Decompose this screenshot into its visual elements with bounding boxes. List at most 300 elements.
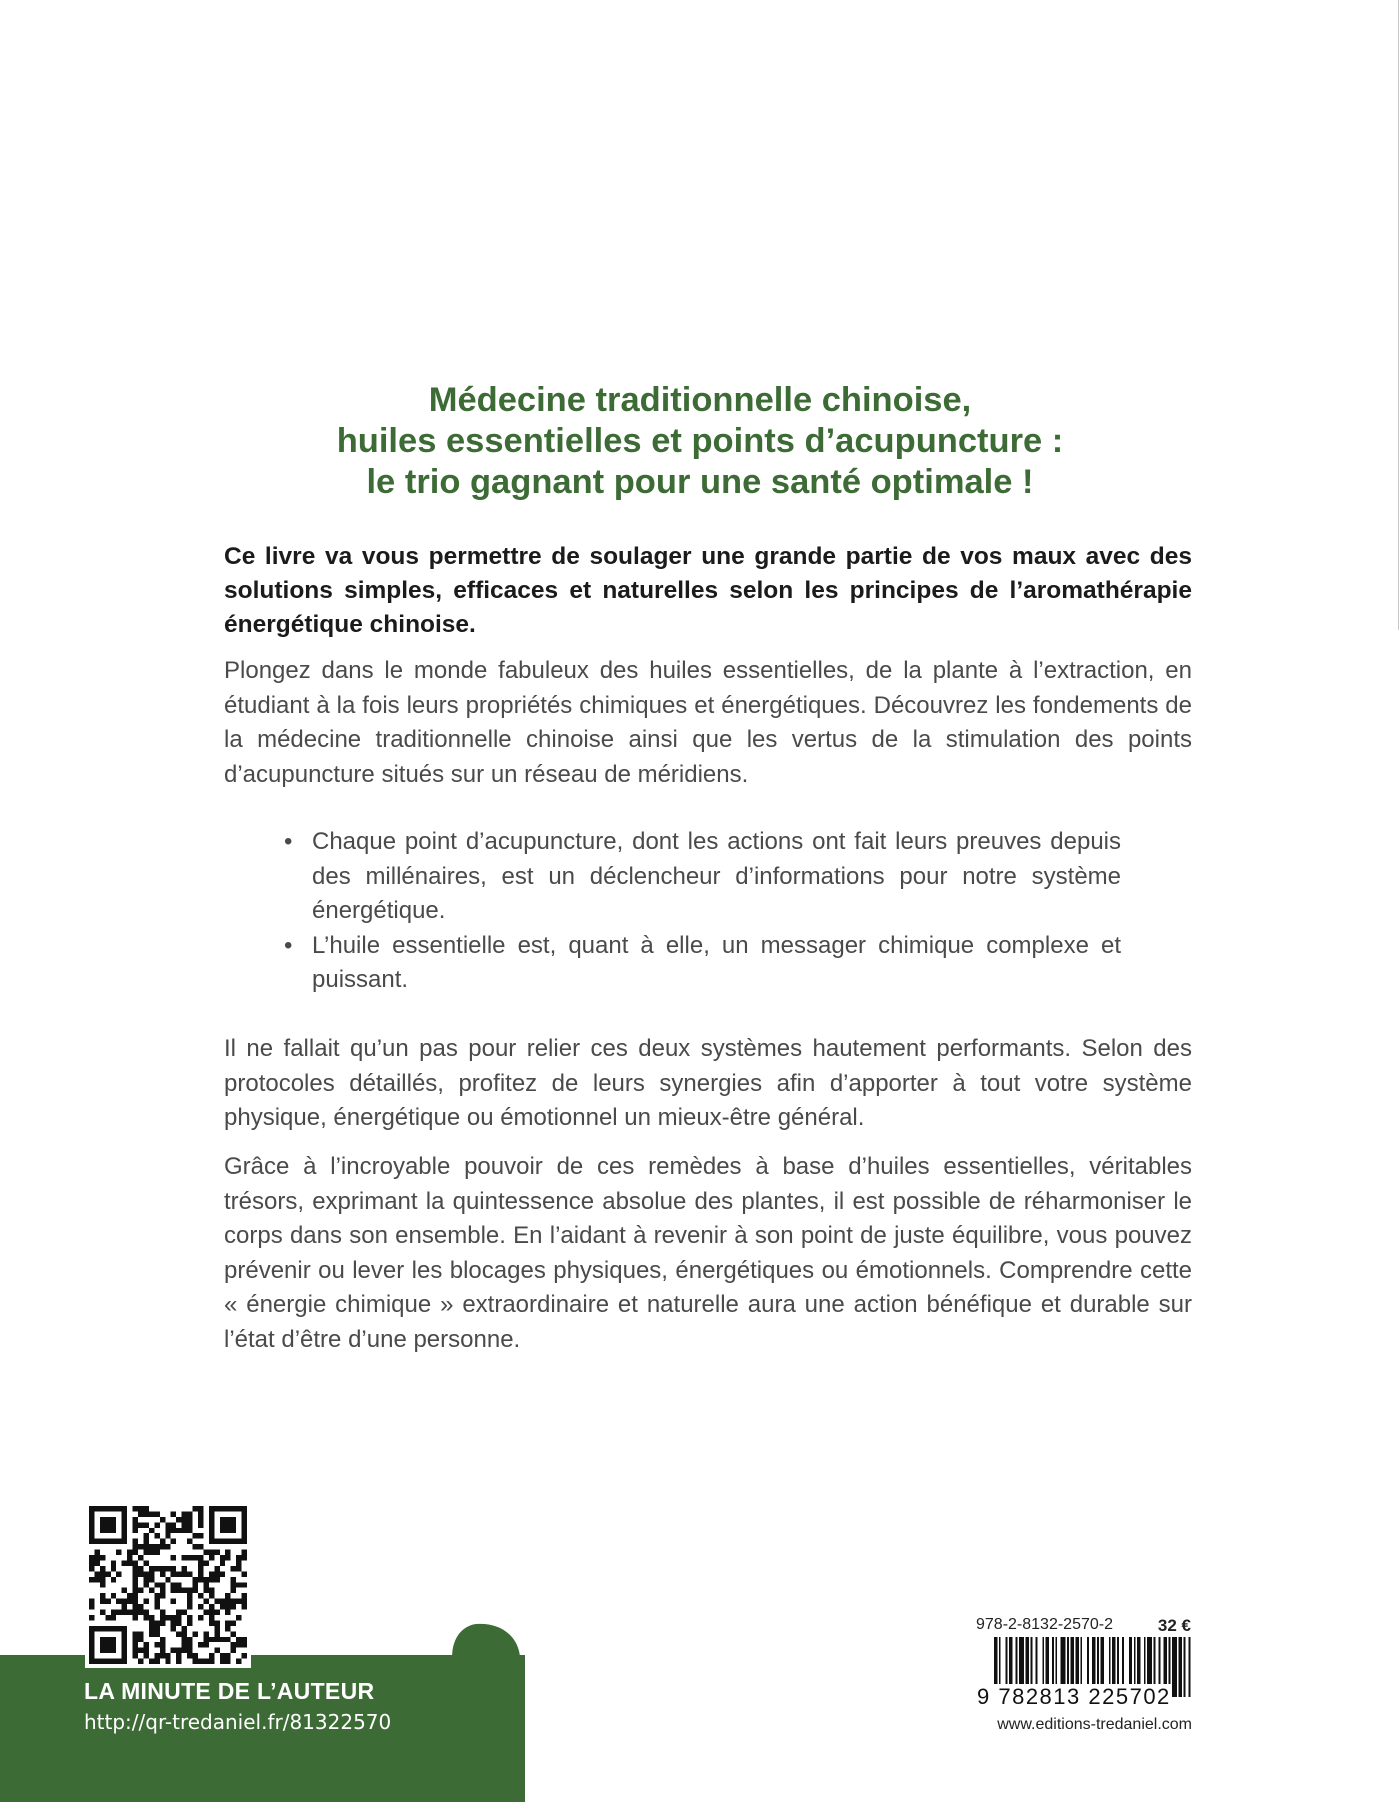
qr-module (193, 1544, 198, 1549)
qr-module (138, 1555, 143, 1560)
qr-module (116, 1599, 121, 1604)
qr-module (231, 1577, 236, 1582)
qr-module (231, 1620, 236, 1625)
qr-module (160, 1593, 165, 1598)
qr-module (214, 1610, 219, 1615)
qr-module (193, 1577, 198, 1582)
qr-module (242, 1517, 247, 1522)
qr-module (220, 1528, 225, 1533)
qr-module (198, 1560, 203, 1565)
qr-module (176, 1620, 181, 1625)
qr-module (176, 1653, 181, 1658)
barcode-digits (976, 1684, 1192, 1710)
qr-module (133, 1653, 138, 1658)
qr-module (203, 1610, 208, 1615)
qr-module (182, 1588, 187, 1593)
qr-module (133, 1599, 138, 1604)
qr-module (100, 1659, 105, 1664)
qr-module (89, 1506, 94, 1511)
qr-module (133, 1550, 138, 1555)
qr-module (242, 1539, 247, 1544)
qr-module (242, 1637, 247, 1642)
page-edge-line (1398, 0, 1399, 630)
qr-module (105, 1659, 110, 1664)
qr-module (116, 1506, 121, 1511)
qr-module (225, 1610, 230, 1615)
qr-module (143, 1544, 148, 1549)
qr-module (225, 1659, 230, 1664)
qr-module (143, 1577, 148, 1582)
author-minute-link[interactable]: http://qr-tredaniel.fr/81322570 (84, 1710, 392, 1734)
qr-module (231, 1631, 236, 1636)
qr-module (187, 1637, 192, 1642)
qr-module (160, 1642, 165, 1647)
qr-module (193, 1588, 198, 1593)
qr-module (122, 1560, 127, 1565)
qr-module (122, 1528, 127, 1533)
qr-module (160, 1582, 165, 1587)
qr-module (198, 1511, 203, 1516)
qr-module (111, 1522, 116, 1527)
qr-module (225, 1593, 230, 1598)
qr-module (187, 1653, 192, 1658)
qr-module (231, 1588, 236, 1593)
qr-module (171, 1582, 176, 1587)
qr-module (133, 1642, 138, 1647)
qr-module (242, 1533, 247, 1538)
qr-module (143, 1506, 148, 1511)
qr-module (214, 1566, 219, 1571)
qr-module (182, 1642, 187, 1647)
qr-module (116, 1626, 121, 1631)
qr-module (242, 1555, 247, 1560)
qr-module (214, 1571, 219, 1576)
qr-module (236, 1560, 241, 1565)
qr-module (176, 1659, 181, 1664)
qr-module (133, 1566, 138, 1571)
qr-module (149, 1659, 154, 1664)
qr-module (176, 1588, 181, 1593)
qr-module (138, 1544, 143, 1549)
qr-module (165, 1566, 170, 1571)
qr-module (231, 1642, 236, 1647)
qr-module (133, 1528, 138, 1533)
qr-module (105, 1539, 110, 1544)
qr-module (143, 1550, 148, 1555)
qr-module (143, 1599, 148, 1604)
qr-module (160, 1637, 165, 1642)
qr-module (242, 1506, 247, 1511)
qr-module (203, 1577, 208, 1582)
qr-module (242, 1571, 247, 1576)
qr-module (89, 1522, 94, 1527)
qr-module (94, 1659, 99, 1664)
qr-module (242, 1593, 247, 1598)
qr-module (154, 1659, 159, 1664)
qr-module (127, 1593, 132, 1598)
qr-module (220, 1539, 225, 1544)
qr-module (149, 1620, 154, 1625)
qr-module (94, 1626, 99, 1631)
qr-module (160, 1653, 165, 1658)
qr-module (209, 1620, 214, 1625)
qr-module (89, 1659, 94, 1664)
qr-module (187, 1511, 192, 1516)
qr-module (242, 1642, 247, 1647)
qr-module (182, 1566, 187, 1571)
qr-module (242, 1522, 247, 1527)
qr-module (214, 1631, 219, 1636)
qr-module (111, 1517, 116, 1522)
qr-module (209, 1577, 214, 1582)
barcode-digits-text: 9 782813 225702 (977, 1684, 1171, 1709)
qr-module (209, 1550, 214, 1555)
qr-module (149, 1631, 154, 1636)
qr-module (122, 1659, 127, 1664)
qr-module (171, 1566, 176, 1571)
qr-module (143, 1653, 148, 1658)
qr-module (105, 1642, 110, 1647)
qr-module (122, 1522, 127, 1527)
qr-module (105, 1506, 110, 1511)
qr-module (154, 1626, 159, 1631)
qr-module (143, 1582, 148, 1587)
qr-module (182, 1555, 187, 1560)
qr-module (100, 1637, 105, 1642)
qr-module (89, 1653, 94, 1658)
qr-module (176, 1582, 181, 1587)
qr-module (122, 1653, 127, 1658)
qr-module (111, 1593, 116, 1598)
qr-module (133, 1571, 138, 1576)
qr-module (198, 1659, 203, 1664)
qr-module (105, 1615, 110, 1620)
bullet-item (284, 929, 1121, 998)
qr-module (105, 1571, 110, 1576)
qr-module (154, 1522, 159, 1527)
qr-module (89, 1566, 94, 1571)
qr-module (111, 1566, 116, 1571)
qr-module (89, 1637, 94, 1642)
qr-module (89, 1577, 94, 1582)
qr-module (149, 1571, 154, 1576)
qr-module (143, 1539, 148, 1544)
qr-module (165, 1544, 170, 1549)
qr-module (122, 1637, 127, 1642)
qr-module (111, 1648, 116, 1653)
qr-module (133, 1522, 138, 1527)
qr-module (193, 1582, 198, 1587)
qr-module (225, 1506, 230, 1511)
qr-module (187, 1642, 192, 1647)
qr-module (100, 1642, 105, 1647)
qr-module (193, 1653, 198, 1658)
qr-module (149, 1544, 154, 1549)
qr-module (171, 1648, 176, 1653)
qr-module (214, 1626, 219, 1631)
qr-module (171, 1528, 176, 1533)
qr-module (225, 1604, 230, 1609)
qr-module (198, 1533, 203, 1538)
qr-module (231, 1599, 236, 1604)
qr-module (220, 1522, 225, 1527)
qr-module (171, 1571, 176, 1576)
qr-module (236, 1642, 241, 1647)
qr-module (225, 1528, 230, 1533)
qr-module (165, 1528, 170, 1533)
qr-module (133, 1637, 138, 1642)
qr-module (187, 1555, 192, 1560)
qr-module (236, 1506, 241, 1511)
qr-module (203, 1599, 208, 1604)
qr-module (203, 1642, 208, 1647)
qr-module (242, 1653, 247, 1658)
qr-module (94, 1555, 99, 1560)
qr-module (209, 1528, 214, 1533)
qr-module (111, 1560, 116, 1565)
lead-paragraph: Ce livre va vous permettre de soulager une grande partie de vos maux avec des solutions simples, efficaces et naturelles selon les principes de l’aromathérapie énergétique chinoise. (224, 543, 1192, 638)
qr-module (154, 1653, 159, 1658)
qr-module (154, 1593, 159, 1598)
qr-module (127, 1555, 132, 1560)
qr-module (138, 1610, 143, 1615)
qr-module (133, 1560, 138, 1565)
qr-module (198, 1555, 203, 1560)
body-paragraph-1: Plongez dans le monde fabuleux des huiles essentielles, de la plante à l’extraction, en étudiant à la fois leurs propriétés chimiques et énergétiques. Découvrez les fondements de la médecine traditionnelle chinoise ainsi que les vertus de la stimulation des points d’acupuncture situés sur un réseau de méridiens. (224, 657, 1192, 788)
qr-module (187, 1648, 192, 1653)
qr-module (100, 1522, 105, 1527)
qr-module (100, 1599, 105, 1604)
qr-module (182, 1631, 187, 1636)
qr-module (220, 1599, 225, 1604)
qr-module (154, 1642, 159, 1647)
qr-module (122, 1588, 127, 1593)
bullet-item (284, 825, 1121, 929)
qr-module (187, 1599, 192, 1604)
qr-module (187, 1517, 192, 1522)
qr-module (220, 1506, 225, 1511)
qr-module (242, 1582, 247, 1587)
bullet-marker: • (284, 828, 293, 855)
qr-module (138, 1637, 143, 1642)
qr-module (193, 1555, 198, 1560)
qr-module (89, 1626, 94, 1631)
qr-module (122, 1610, 127, 1615)
qr-module (220, 1659, 225, 1664)
publisher-website[interactable]: www.editions-tredaniel.com (997, 1716, 1192, 1733)
qr-module (100, 1517, 105, 1522)
qr-module (100, 1582, 105, 1587)
qr-module (100, 1593, 105, 1598)
qr-module (138, 1522, 143, 1527)
qr-module (154, 1511, 159, 1516)
qr-module (133, 1582, 138, 1587)
qr-module (214, 1648, 219, 1653)
qr-module (203, 1637, 208, 1642)
qr-module (176, 1517, 181, 1522)
qr-module (220, 1555, 225, 1560)
qr-module (133, 1577, 138, 1582)
qr-module (187, 1593, 192, 1598)
qr-module (225, 1637, 230, 1642)
qr-module (160, 1517, 165, 1522)
qr-module (203, 1631, 208, 1636)
qr-module (220, 1517, 225, 1522)
qr-module (127, 1599, 132, 1604)
qr-module (187, 1620, 192, 1625)
qr-module (127, 1550, 132, 1555)
qr-module (111, 1610, 116, 1615)
qr-module (165, 1522, 170, 1527)
qr-module (209, 1522, 214, 1527)
qr-module (182, 1610, 187, 1615)
qr-module (89, 1599, 94, 1604)
qr-module (225, 1626, 230, 1631)
qr-module (149, 1588, 154, 1593)
qr-module (209, 1604, 214, 1609)
qr-module (133, 1631, 138, 1636)
qr-module (122, 1539, 127, 1544)
qr-module (94, 1539, 99, 1544)
qr-module (111, 1577, 116, 1582)
qr-module (214, 1550, 219, 1555)
qr-module (198, 1566, 203, 1571)
qr-module (143, 1610, 148, 1615)
qr-module (214, 1599, 219, 1604)
qr-module (105, 1522, 110, 1527)
qr-module (154, 1631, 159, 1636)
qr-module (160, 1620, 165, 1625)
qr-module (122, 1511, 127, 1516)
qr-module (203, 1659, 208, 1664)
qr-module (111, 1539, 116, 1544)
qr-module (133, 1539, 138, 1544)
qr-module (214, 1506, 219, 1511)
qr-module (154, 1544, 159, 1549)
qr-module (182, 1517, 187, 1522)
qr-module (149, 1626, 154, 1631)
qr-module (116, 1610, 121, 1615)
body-paragraph-2: Il ne fallait qu’un pas pour relier ces deux systèmes hautement performants. Selon des protocoles détaillés, profitez de leurs synergies afin d’apporter à tout votre système physique, énergétique ou émotionnel un mieux-être général. (224, 1035, 1192, 1131)
qr-module (231, 1522, 236, 1527)
qr-module (100, 1506, 105, 1511)
price: 32 € (1157, 1616, 1191, 1635)
qr-module (89, 1648, 94, 1653)
qr-module (133, 1648, 138, 1653)
qr-module (89, 1528, 94, 1533)
qr-module (220, 1637, 225, 1642)
qr-module (89, 1560, 94, 1565)
qr-module (236, 1599, 241, 1604)
qr-module (133, 1544, 138, 1549)
author-minute-title: LA MINUTE DE L’AUTEUR (84, 1678, 375, 1704)
qr-module (236, 1566, 241, 1571)
qr-module (231, 1648, 236, 1653)
qr-module (149, 1566, 154, 1571)
qr-module (209, 1637, 214, 1642)
qr-module (182, 1522, 187, 1527)
qr-module (143, 1571, 148, 1576)
qr-module (154, 1566, 159, 1571)
qr-module (209, 1610, 214, 1615)
qr-module (122, 1631, 127, 1636)
qr-module (220, 1653, 225, 1658)
qr-module (209, 1539, 214, 1544)
qr-module (105, 1528, 110, 1533)
qr-module (171, 1620, 176, 1625)
isbn-number: 978-2-8132-2570-2 (976, 1616, 1113, 1633)
qr-module (187, 1522, 192, 1527)
qr-module (231, 1582, 236, 1587)
qr-module (149, 1511, 154, 1516)
qr-module (187, 1571, 192, 1576)
qr-module (182, 1648, 187, 1653)
qr-module (149, 1577, 154, 1582)
qr-module (94, 1506, 99, 1511)
qr-module (94, 1577, 99, 1582)
qr-module (111, 1615, 116, 1620)
qr-module (182, 1511, 187, 1516)
qr-module (111, 1626, 116, 1631)
qr-module (231, 1517, 236, 1522)
qr-module (127, 1560, 132, 1565)
headline-line-3: le trio gagnant pour une santé optimale ! (366, 463, 1034, 501)
bullet-marker: • (284, 931, 293, 959)
qr-module (193, 1506, 198, 1511)
qr-module (133, 1615, 138, 1620)
qr-module (89, 1555, 94, 1560)
qr-module (100, 1626, 105, 1631)
qr-module (171, 1555, 176, 1560)
qr-module (111, 1637, 116, 1642)
qr-module (160, 1544, 165, 1549)
qr-module (89, 1533, 94, 1538)
qr-module (133, 1604, 138, 1609)
qr-module (94, 1571, 99, 1576)
qr-module (89, 1539, 94, 1544)
headline-line-2: huiles essentielles et points d’acupuncture : (336, 422, 1064, 460)
qr-module (209, 1511, 214, 1516)
qr-module (214, 1539, 219, 1544)
qr-module (122, 1599, 127, 1604)
qr-module (220, 1560, 225, 1565)
qr-module (171, 1615, 176, 1620)
qr-module (182, 1571, 187, 1576)
qr-module (236, 1659, 241, 1664)
qr-module (214, 1637, 219, 1642)
qr-module (116, 1550, 121, 1555)
qr-module (122, 1626, 127, 1631)
qr-module (105, 1648, 110, 1653)
qr-module (111, 1528, 116, 1533)
qr-module (100, 1539, 105, 1544)
qr-code-icon[interactable] (85, 1502, 251, 1668)
qr-module (100, 1610, 105, 1615)
qr-module (160, 1648, 165, 1653)
qr-module (198, 1615, 203, 1620)
qr-module (160, 1566, 165, 1571)
qr-module (154, 1550, 159, 1555)
qr-module (171, 1588, 176, 1593)
qr-module (182, 1528, 187, 1533)
qr-module (198, 1642, 203, 1647)
qr-module (171, 1522, 176, 1527)
qr-module (143, 1642, 148, 1647)
qr-module (122, 1604, 127, 1609)
qr-module (171, 1539, 176, 1544)
qr-module (89, 1511, 94, 1516)
qr-module (160, 1588, 165, 1593)
